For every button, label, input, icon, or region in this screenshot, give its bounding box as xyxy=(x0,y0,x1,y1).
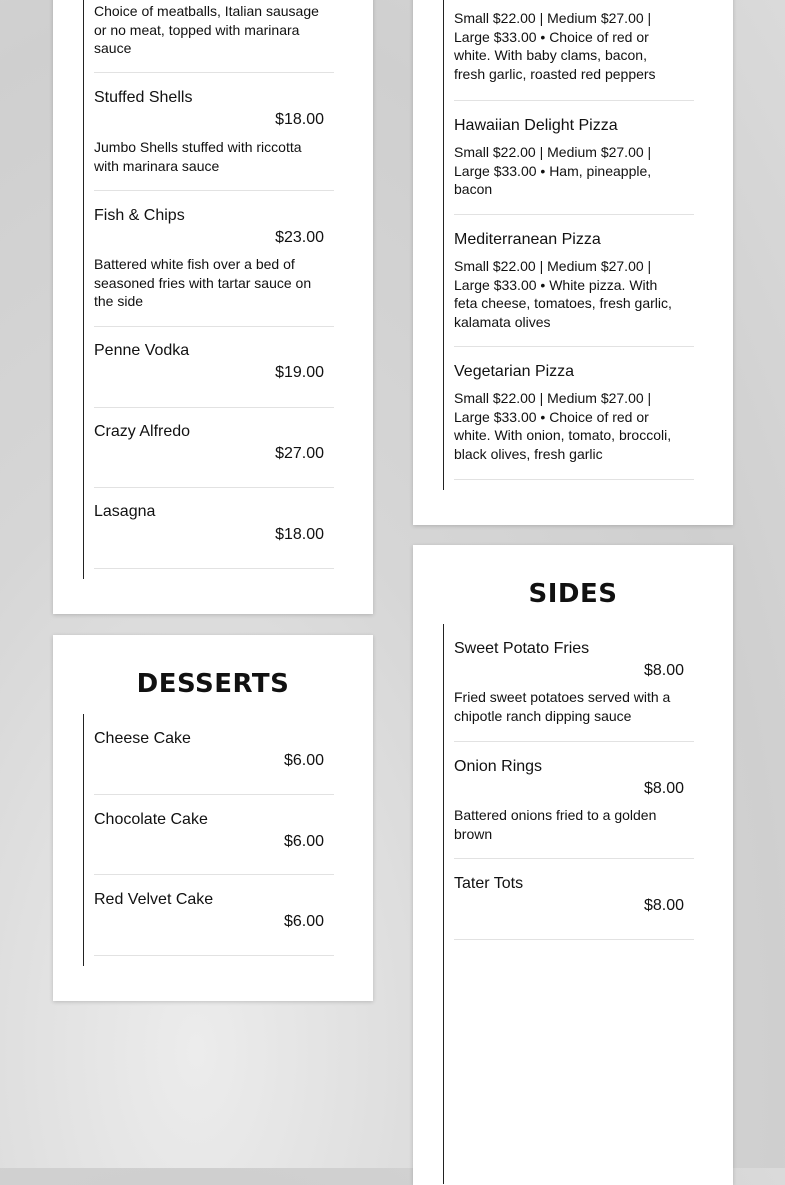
item-name: Tater Tots xyxy=(454,875,524,892)
item-description: Small $22.00 | Medium $27.00 | Large $33.00 • White pizza. With feta cheese, tomatoes, fresh garlic, kalamata olives xyxy=(454,258,672,331)
menu-item xyxy=(94,73,334,191)
item-price: $8.00 xyxy=(643,897,684,914)
menu-item xyxy=(94,408,334,488)
item-name: Cheese Cake xyxy=(94,730,191,747)
item-price: $27.00 xyxy=(275,445,324,462)
item-price: $23.00 xyxy=(275,229,324,246)
item-description: Fried sweet potatoes served with a chipotle ranch dipping sauce xyxy=(454,689,671,724)
menu-list xyxy=(443,0,704,490)
menu-item xyxy=(94,327,334,408)
item-price: $18.00 xyxy=(275,526,324,543)
menu-item xyxy=(94,191,334,327)
item-name: Fish & Chips xyxy=(94,207,185,224)
section-title: SIDES xyxy=(528,579,618,609)
item-name: Lasagna xyxy=(94,503,156,520)
item-name: Stuffed Shells xyxy=(94,89,193,106)
menu-item xyxy=(454,624,694,742)
item-name: Vegetarian Pizza xyxy=(454,363,575,380)
section-title: DESSERTS xyxy=(136,669,290,699)
menu-item xyxy=(454,101,694,215)
menu-item xyxy=(454,215,694,347)
menu-item xyxy=(454,742,694,859)
item-description: Battered white fish over a bed of seasoned fries with tartar sauce on the side xyxy=(94,256,312,310)
item-name: Penne Vodka xyxy=(94,342,190,359)
menu-item xyxy=(94,488,334,569)
menu-item xyxy=(94,0,334,73)
menu-list xyxy=(83,714,344,966)
menu-item xyxy=(454,347,694,480)
item-description: Battered onions fried to a golden brown xyxy=(454,807,657,842)
item-name: Chocolate Cake xyxy=(94,811,208,828)
menu-card-pizza xyxy=(413,0,733,525)
menu-card-desserts xyxy=(53,635,373,1001)
item-description: Choice of meatballs, Italian sausage or no meat, topped with marinara sauce xyxy=(94,3,319,57)
item-price: $19.00 xyxy=(275,364,324,381)
menu-card-pasta xyxy=(53,0,373,614)
item-name: Crazy Alfredo xyxy=(94,423,191,440)
menu-item xyxy=(94,875,334,956)
menu-card-sides xyxy=(413,545,733,1185)
menu-item xyxy=(454,0,694,101)
item-name: Hawaiian Delight Pizza xyxy=(454,117,618,134)
item-description: Small $22.00 | Medium $27.00 | Large $33.00 • Ham, pineapple, bacon xyxy=(454,144,652,198)
item-name: Onion Rings xyxy=(454,758,543,775)
menu-list xyxy=(83,0,344,579)
menu-item xyxy=(94,714,334,795)
item-price: $18.00 xyxy=(275,111,324,128)
item-price: $8.00 xyxy=(643,662,684,679)
item-price: $6.00 xyxy=(283,913,324,930)
item-price: $6.00 xyxy=(283,833,324,850)
item-description: Jumbo Shells stuffed with riccotta with marinara sauce xyxy=(94,139,302,174)
menu-item xyxy=(94,795,334,875)
item-price: $6.00 xyxy=(283,752,324,769)
item-name: Mediterranean Pizza xyxy=(454,231,601,248)
item-description: Small $22.00 | Medium $27.00 | Large $33.00 • Choice of red or white. With onion, tomato, broccoli, black olives, fresh garlic xyxy=(454,390,672,463)
menu-list xyxy=(443,624,704,1184)
item-description: Small $22.00 | Medium $27.00 | Large $33.00 • Choice of red or white. With baby clams, bacon, fresh garlic, roasted red peppers xyxy=(454,10,656,83)
item-name: Sweet Potato Fries xyxy=(454,640,590,657)
item-name: Red Velvet Cake xyxy=(94,891,214,908)
item-price: $8.00 xyxy=(643,780,684,797)
menu-item xyxy=(454,859,694,940)
